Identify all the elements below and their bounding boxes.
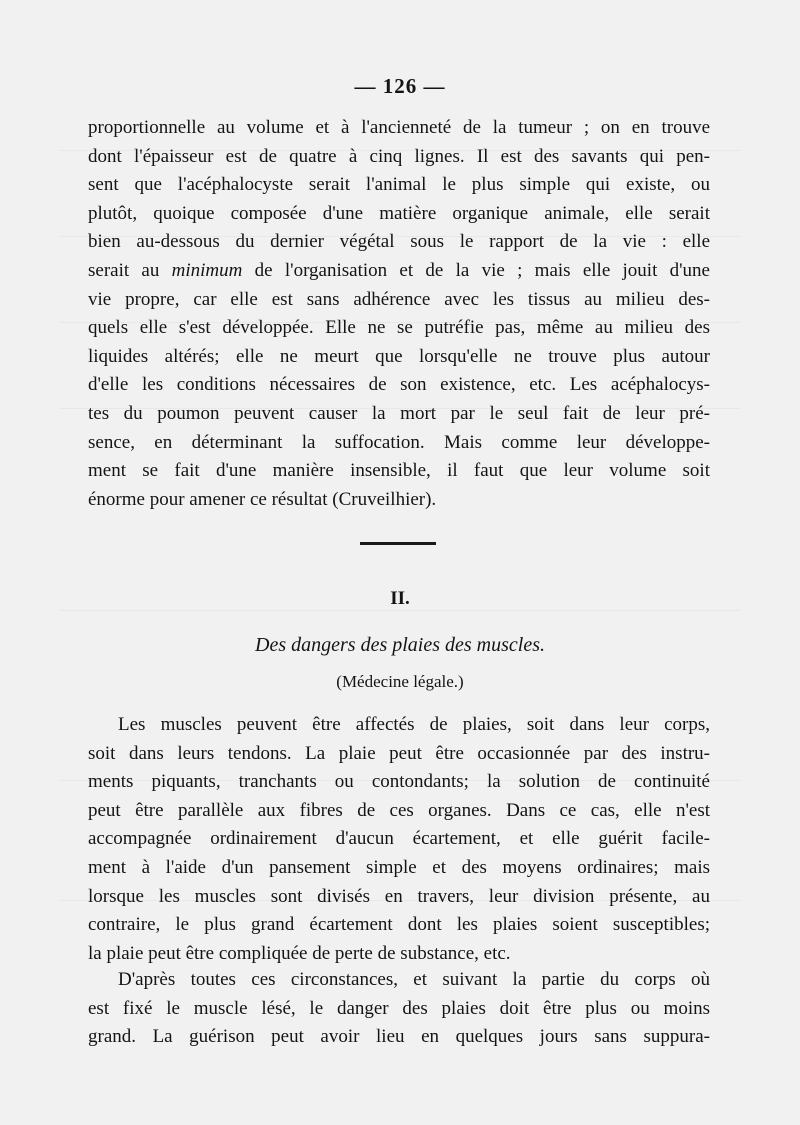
text-line: Les muscles peuvent être affectés de plaies, soit dans leur corps, xyxy=(118,714,710,735)
section-number: II. xyxy=(390,588,410,609)
section-title: Des dangers des plaies des muscles. xyxy=(255,634,545,656)
text-line: proportionnelle au volume et à l'ancienneté de la tumeur ; on en trouve xyxy=(88,117,710,138)
bleed-through-line xyxy=(60,610,740,611)
text-line: ment se fait d'une manière insensible, il faut que leur volume soit xyxy=(88,460,710,482)
text-line: sence, en déterminant la suffocation. Mais comme leur développe- xyxy=(88,431,710,453)
text-fragment: serait au xyxy=(88,259,172,281)
text-line: accompagnée ordinairement d'aucun écartement, et elle guérit facile- xyxy=(88,828,710,850)
text-line: grand. La guérison peut avoir lieu en quelques jours sans suppura- xyxy=(88,1026,710,1048)
text-line: ment à l'aide d'un pansement simple et des moyens ordinaires; mais xyxy=(88,856,710,878)
text-line: tes du poumon peuvent causer la mort par le seul fait de leur pré- xyxy=(88,402,710,424)
text-line: D'après toutes ces circonstances, et suivant la partie du corps où xyxy=(118,969,710,990)
text-line: vie propre, car elle est sans adhérence avec les tissus au milieu des- xyxy=(88,288,710,310)
text-line: la plaie peut être compliquée de perte de substance, etc. xyxy=(88,942,511,964)
text-line: d'elle les conditions nécessaires de son existence, etc. Les acéphalocys- xyxy=(88,374,710,396)
text-line: dont l'épaisseur est de quatre à cinq lignes. Il est des savants qui pen- xyxy=(88,145,710,167)
text-line: quels elle s'est développée. Elle ne se putréfie pas, même au milieu des xyxy=(88,317,710,339)
text-line: plutôt, quoique composée d'une matière organique animale, elle serait xyxy=(88,202,710,224)
text-line: sent que l'acéphalocyste serait l'animal le plus simple qui existe, ou xyxy=(88,174,710,196)
text-line: ments piquants, tranchants ou contondants; la solution de continuité xyxy=(88,771,710,793)
text-line: peut être parallèle aux fibres de ces organes. Dans ce cas, elle n'est xyxy=(88,799,710,821)
text-fragment: de l'organisation et de la vie ; mais elle jouit d'une xyxy=(242,259,710,281)
text-line xyxy=(88,257,710,286)
text-line: énorme pour amener ce résultat (Cruveilhier). xyxy=(88,488,437,510)
text-line: bien au-dessous du dernier végétal sous le rapport de la vie : elle xyxy=(88,231,710,253)
emphasis-minimum: minimum xyxy=(171,259,243,281)
paragraph-acephalocysts xyxy=(88,114,710,514)
section-separator-rule xyxy=(360,542,436,545)
section-subtitle: (Médecine légale.) xyxy=(336,672,464,691)
paragraph-circumstances xyxy=(88,966,710,1052)
text-line: lorsque les muscles sont divisés en travers, leur division présente, au xyxy=(88,885,710,907)
text-line: liquides altérés; elle ne meurt que lorsqu'elle ne trouve plus autour xyxy=(88,345,710,367)
text-line: soit dans leurs tendons. La plaie peut être occasionnée par des instru- xyxy=(88,742,710,764)
page-number: — 126 — xyxy=(354,74,446,98)
text-line: contraire, le plus grand écartement dont les plaies soient susceptibles; xyxy=(88,914,710,936)
text-line: est fixé le muscle lésé, le danger des plaies doit être plus ou moins xyxy=(88,997,710,1019)
paragraph-muscle-wounds xyxy=(88,711,710,968)
